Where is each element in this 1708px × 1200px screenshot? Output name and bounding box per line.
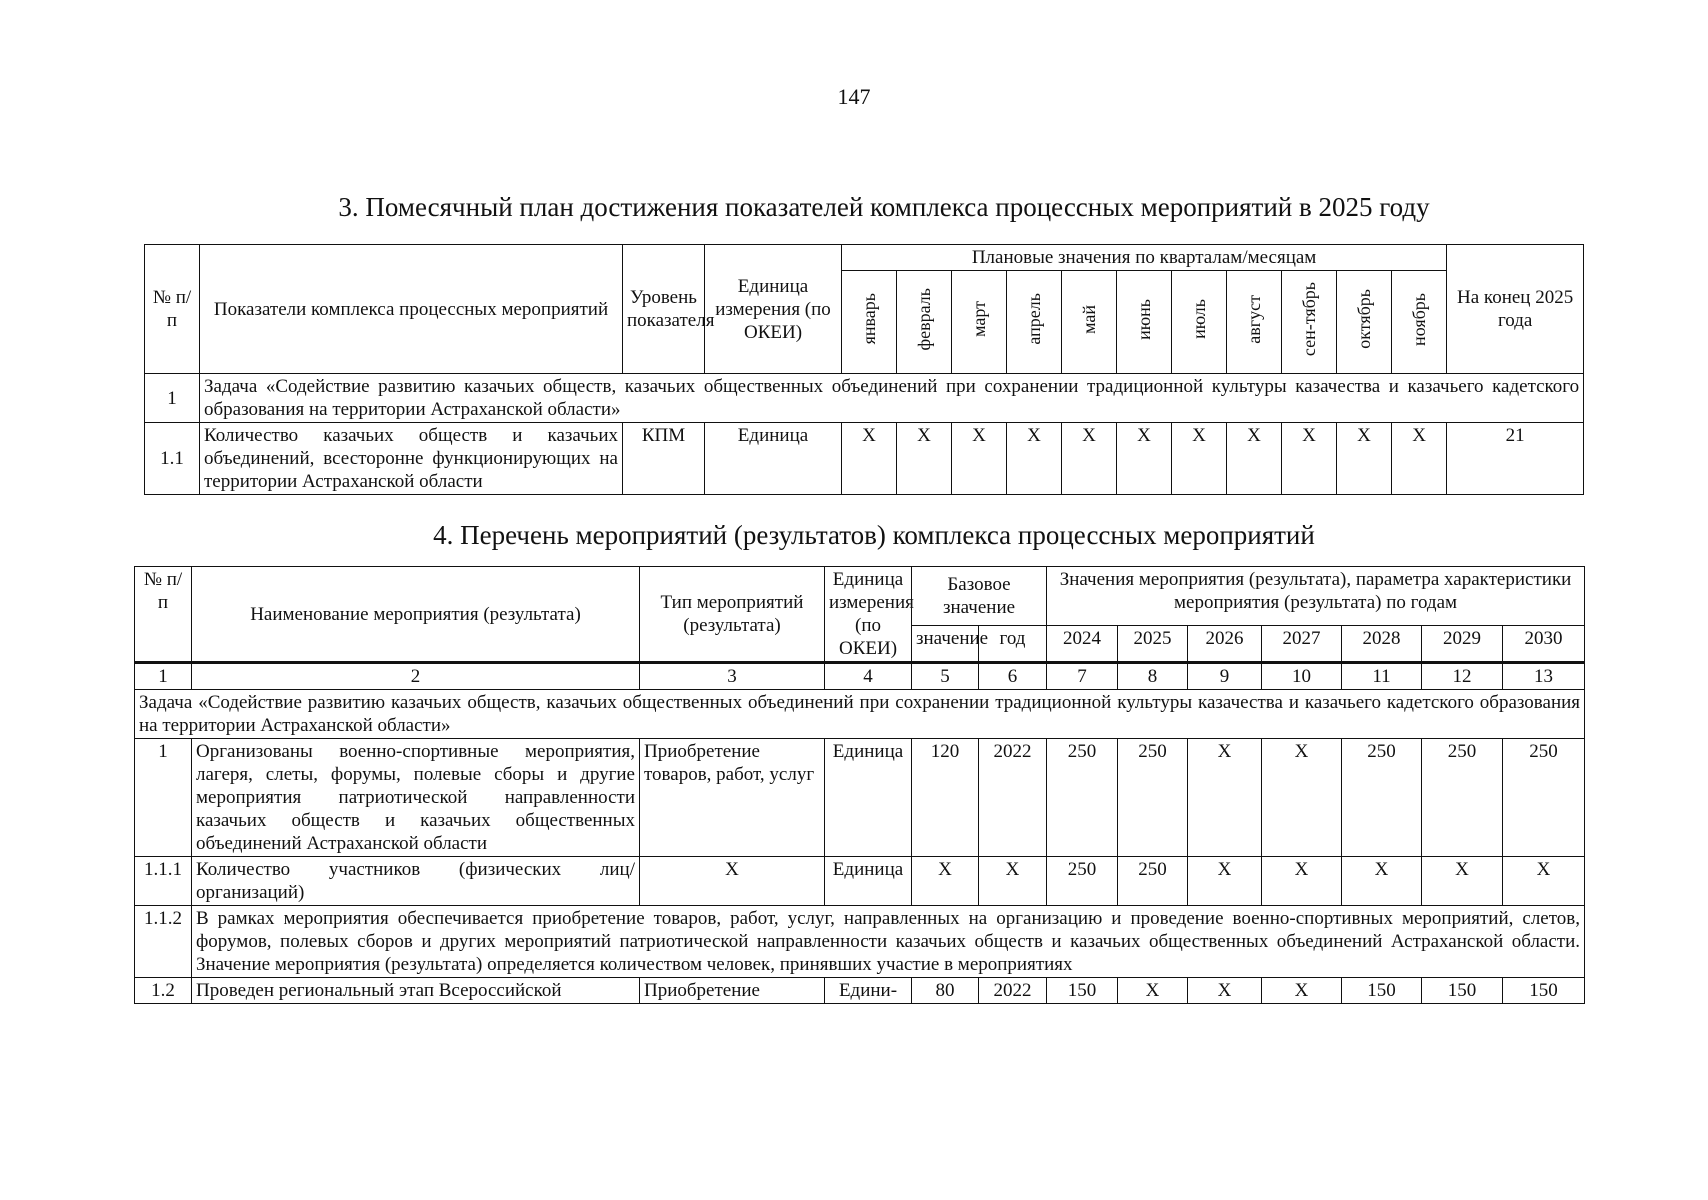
row-num: 1 <box>135 739 192 857</box>
header-indicator: Показатели комплекса процессных мероприятий <box>200 245 623 374</box>
header-year: 2026 <box>1188 626 1262 663</box>
year-value: X <box>1422 857 1503 906</box>
table-row <box>135 739 1585 857</box>
measure-name: Проведен региональный этап Всероссийской <box>192 978 640 1004</box>
header-year: 2027 <box>1262 626 1342 663</box>
year-value: X <box>1262 739 1342 857</box>
section-4-title: 4. Перечень мероприятий (результатов) комплекса процессных мероприятий <box>433 520 1315 550</box>
year-value: X <box>1503 857 1585 906</box>
month-value: X <box>952 423 1007 495</box>
year-value: 250 <box>1047 739 1118 857</box>
column-index: 7 <box>1047 663 1118 690</box>
header-level: Уровень показателя <box>623 245 705 374</box>
month-header: май <box>1062 271 1117 374</box>
month-value: X <box>1337 423 1392 495</box>
year-value: X <box>1188 857 1262 906</box>
year-value: X <box>1342 857 1422 906</box>
column-index: 1 <box>135 663 192 690</box>
month-header: январь <box>842 271 897 374</box>
column-index: 11 <box>1342 663 1422 690</box>
task-row <box>145 374 1584 423</box>
year-value: 150 <box>1503 978 1585 1004</box>
end-of-year-value: 21 <box>1447 423 1584 495</box>
year-value: 250 <box>1503 739 1585 857</box>
header-base: Базовое значение <box>912 567 1047 626</box>
indicator-level: КПМ <box>623 423 705 495</box>
measures-table <box>134 566 1585 1004</box>
column-index: 2 <box>192 663 640 690</box>
indicator-unit: Единица <box>705 423 842 495</box>
column-index: 4 <box>825 663 912 690</box>
header-values-by-year: Значения мероприятия (результата), параметра характеристики мероприятия (результата) по годам <box>1047 567 1585 626</box>
row-num: 1.1 <box>145 423 200 495</box>
header-year: 2030 <box>1503 626 1585 663</box>
column-index: 6 <box>979 663 1047 690</box>
header-planned-values: Плановые значения по кварталам/месяцам <box>842 245 1447 271</box>
year-value: 150 <box>1342 978 1422 1004</box>
measure-type: X <box>640 857 825 906</box>
base-value: X <box>912 857 979 906</box>
task-text: Задача «Содействие развитию казачьих обществ, казачьих общественных объединений при сохранении традиционной культуры казачества и казачьего кадетского образования на территории Астраханской области» <box>135 690 1585 739</box>
header-base-value: значение <box>912 626 979 663</box>
header-year: 2029 <box>1422 626 1503 663</box>
header-name: Наименование мероприятия (результата) <box>192 567 640 663</box>
month-header: март <box>952 271 1007 374</box>
table-row <box>135 978 1585 1004</box>
month-value: X <box>1392 423 1447 495</box>
header-base-year: год <box>979 626 1047 663</box>
task-num: 1 <box>145 374 200 423</box>
month-value: X <box>1007 423 1062 495</box>
header-num: № п/п <box>135 567 192 663</box>
column-index: 8 <box>1118 663 1188 690</box>
task-row <box>135 690 1585 739</box>
row-num: 1.2 <box>135 978 192 1004</box>
measure-name: Количество участников (физических лиц/организаций) <box>192 857 640 906</box>
section-3-title: 3. Помесячный план достижения показателей комплекса процессных мероприятий в 2025 году <box>338 192 1430 222</box>
month-value: X <box>897 423 952 495</box>
year-value: 150 <box>1047 978 1118 1004</box>
column-index: 13 <box>1503 663 1585 690</box>
header-unit: Единица измерения (по ОКЕИ) <box>825 567 912 663</box>
year-value: 150 <box>1422 978 1503 1004</box>
header-num: № п/п <box>145 245 200 374</box>
month-header: июнь <box>1117 271 1172 374</box>
table-row <box>135 857 1585 906</box>
header-year: 2028 <box>1342 626 1422 663</box>
header-end-of-year: На конец 2025 года <box>1447 245 1584 374</box>
measure-unit: Единица <box>825 857 912 906</box>
header-year: 2024 <box>1047 626 1118 663</box>
month-header: июль <box>1172 271 1227 374</box>
measure-unit: Единица <box>825 739 912 857</box>
month-value: X <box>842 423 897 495</box>
measure-unit: Едини- <box>825 978 912 1004</box>
table-row <box>135 906 1585 978</box>
month-value: X <box>1062 423 1117 495</box>
header-type: Тип мероприятий (результата) <box>640 567 825 663</box>
month-value: X <box>1117 423 1172 495</box>
year-value: X <box>1262 978 1342 1004</box>
year-value: X <box>1188 739 1262 857</box>
page-number: 147 <box>837 84 871 109</box>
indicator-name: Количество казачьих обществ и казачьих объединений, всесторонне функционирующих на территории Астраханской области <box>200 423 623 495</box>
year-value: X <box>1262 857 1342 906</box>
row-num: 1.1.1 <box>135 857 192 906</box>
measure-type: Приобретение товаров, работ, услуг <box>640 739 825 857</box>
base-value: 80 <box>912 978 979 1004</box>
header-year: 2025 <box>1118 626 1188 663</box>
month-value: X <box>1227 423 1282 495</box>
year-value: 250 <box>1422 739 1503 857</box>
base-year: 2022 <box>979 739 1047 857</box>
month-value: X <box>1282 423 1337 495</box>
month-header: апрель <box>1007 271 1062 374</box>
table-row <box>145 423 1584 495</box>
base-year: 2022 <box>979 978 1047 1004</box>
month-header: ноябрь <box>1392 271 1447 374</box>
month-header: октябрь <box>1337 271 1392 374</box>
column-index-row <box>135 663 1585 690</box>
monthly-plan-table <box>144 244 1584 495</box>
month-header: сен-тябрь <box>1282 271 1337 374</box>
year-value: 250 <box>1047 857 1118 906</box>
measure-note: В рамках мероприятия обеспечивается приобретение товаров, работ, услуг, направленных на организацию и проведение военно-спортивных мероприятий, слетов, форумов, полевых сборов и других мероприятий патриотической направленности казачьих обществ и казачьих общественных объединений Астраханской области. Значение мероприятия (результата) определяется количеством человек, принявших участие в мероприятиях <box>192 906 1585 978</box>
month-header: февраль <box>897 271 952 374</box>
column-index: 12 <box>1422 663 1503 690</box>
column-index: 10 <box>1262 663 1342 690</box>
month-header: август <box>1227 271 1282 374</box>
measure-type: Приобретение <box>640 978 825 1004</box>
measure-name: Организованы военно-спортивные мероприятия, лагеря, слеты, форумы, полевые сборы и другие мероприятия патриотической направленности казачьих обществ и казачьих общественных объединений Астраханской области <box>192 739 640 857</box>
row-num: 1.1.2 <box>135 906 192 978</box>
year-value: 250 <box>1118 857 1188 906</box>
year-value: X <box>1188 978 1262 1004</box>
year-value: 250 <box>1342 739 1422 857</box>
header-unit: Единица измерения (по ОКЕИ) <box>705 245 842 374</box>
base-year: X <box>979 857 1047 906</box>
column-index: 3 <box>640 663 825 690</box>
year-value: X <box>1118 978 1188 1004</box>
year-value: 250 <box>1118 739 1188 857</box>
task-text: Задача «Содействие развитию казачьих обществ, казачьих общественных объединений при сохранении традиционной культуры казачества и казачьего кадетского образования на территории Астраханской области» <box>200 374 1584 423</box>
column-index: 9 <box>1188 663 1262 690</box>
month-value: X <box>1172 423 1227 495</box>
column-index: 5 <box>912 663 979 690</box>
base-value: 120 <box>912 739 979 857</box>
